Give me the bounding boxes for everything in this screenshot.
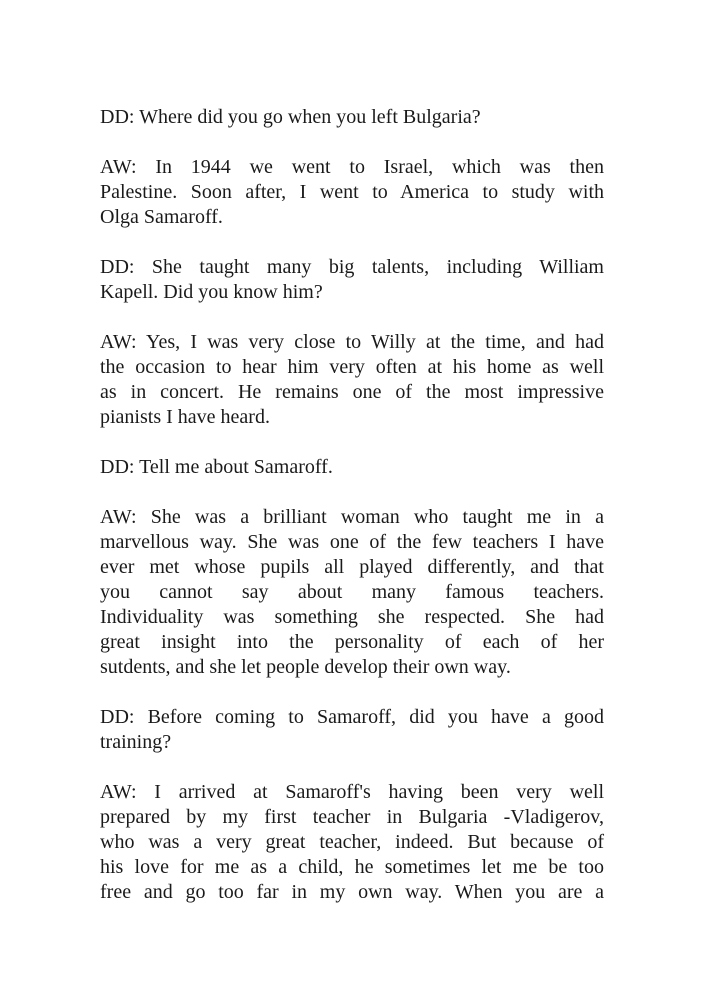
text-line: great insight into the personality of each of her — [100, 631, 604, 653]
text-line: pianists I have heard. — [100, 406, 270, 428]
text-line: his love for me as a child, he sometimes let me be too — [100, 856, 604, 878]
text-line: Individuality was something she respected. She had — [100, 606, 604, 628]
text-line: sutdents, and she let people develop their own way. — [100, 656, 511, 678]
text-line: AW: She was a brilliant woman who taught me in a — [100, 506, 604, 528]
text-line: free and go too far in my own way. When you are a — [100, 881, 604, 903]
text-line: Palestine. Soon after, I went to America to study with — [100, 181, 604, 203]
text-line: AW: I arrived at Samaroff's having been very well — [100, 781, 604, 803]
text-line: Olga Samaroff. — [100, 206, 223, 228]
text-line: DD: She taught many big talents, including William — [100, 256, 604, 278]
text-line: marvellous way. She was one of the few teachers I have — [100, 531, 604, 553]
paragraph — [100, 505, 604, 680]
paragraph — [100, 255, 604, 305]
text-line: prepared by my first teacher in Bulgaria -Vladigerov, — [100, 806, 604, 828]
text-line: AW: Yes, I was very close to Willy at the time, and had — [100, 331, 604, 353]
paragraph — [100, 330, 604, 430]
paragraph — [100, 105, 604, 130]
paragraph — [100, 455, 604, 480]
text-line: Kapell. Did you know him? — [100, 281, 323, 303]
text-line: AW: In 1944 we went to Israel, which was then — [100, 156, 604, 178]
paragraph — [100, 780, 604, 905]
text-line: as in concert. He remains one of the most impressive — [100, 381, 604, 403]
text-line: you cannot say about many famous teachers. — [100, 581, 604, 603]
transcript-text — [100, 105, 604, 905]
text-line: training? — [100, 731, 172, 753]
text-line: DD: Tell me about Samaroff. — [100, 456, 333, 478]
text-line: who was a very great teacher, indeed. But because of — [100, 831, 604, 853]
text-line: the occasion to hear him very often at his home as well — [100, 356, 604, 378]
text-line: DD: Before coming to Samaroff, did you have a good — [100, 706, 604, 728]
paragraph — [100, 155, 604, 230]
paragraph — [100, 705, 604, 755]
text-line: ever met whose pupils all played differently, and that — [100, 556, 604, 578]
text-line: DD: Where did you go when you left Bulgaria? — [100, 106, 481, 128]
